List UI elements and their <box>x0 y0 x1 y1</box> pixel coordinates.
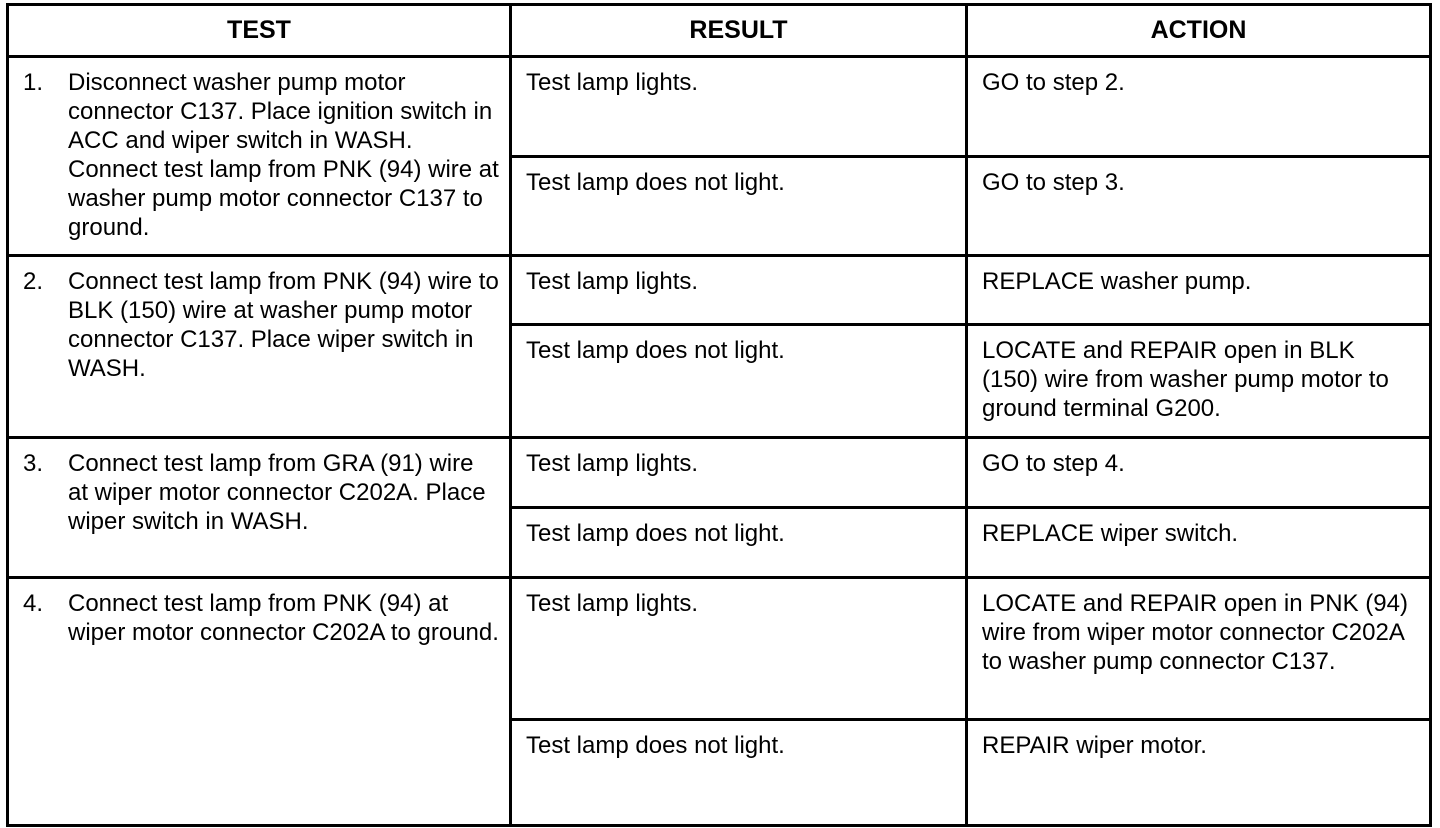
test-text: Connect test lamp from PNK (94) at wiper motor connector C202A to ground. <box>68 590 499 646</box>
step-number: 4. <box>23 590 44 617</box>
header-action: ACTION <box>967 5 1431 57</box>
result-cell: Test lamp does not light. <box>511 157 967 256</box>
test-cell <box>8 578 511 826</box>
result-cell: Test lamp lights. <box>511 57 967 157</box>
table-row <box>8 438 1431 508</box>
step-number: 3. <box>23 450 44 477</box>
action-cell: GO to step 2. <box>967 57 1431 157</box>
table-row <box>8 57 1431 157</box>
action-cell: REPAIR wiper motor. <box>967 720 1431 826</box>
header-row <box>8 5 1431 57</box>
header-test: TEST <box>8 5 511 57</box>
result-cell: Test lamp lights. <box>511 256 967 325</box>
test-text: Disconnect washer pump motor connector C137. Place ignition switch in ACC and wiper switch in WASH. Connect test lamp from PNK (94) wire at washer pump motor connector C137 to ground. <box>68 69 499 241</box>
result-cell: Test lamp does not light. <box>511 508 967 578</box>
step-number: 2. <box>23 268 44 295</box>
action-cell: REPLACE wiper switch. <box>967 508 1431 578</box>
result-cell: Test lamp does not light. <box>511 325 967 438</box>
action-cell: LOCATE and REPAIR open in BLK (150) wire from washer pump motor to ground terminal G200. <box>967 325 1431 438</box>
test-cell <box>8 256 511 438</box>
test-text: Connect test lamp from PNK (94) wire to BLK (150) wire at washer pump motor connector C137. Place wiper switch in WASH. <box>68 268 499 382</box>
action-cell: GO to step 3. <box>967 157 1431 256</box>
table-row <box>8 256 1431 325</box>
diagnostic-table <box>6 3 1432 827</box>
table-row <box>8 578 1431 720</box>
result-cell: Test lamp lights. <box>511 578 967 720</box>
step-number: 1. <box>23 69 44 96</box>
action-cell: LOCATE and REPAIR open in PNK (94) wire from wiper motor connector C202A to washer pump connector C137. <box>967 578 1431 720</box>
action-cell: REPLACE washer pump. <box>967 256 1431 325</box>
test-cell <box>8 438 511 578</box>
header-result: RESULT <box>511 5 967 57</box>
test-text: Connect test lamp from GRA (91) wire at wiper motor connector C202A. Place wiper switch in WASH. <box>68 450 486 535</box>
action-cell: GO to step 4. <box>967 438 1431 508</box>
result-cell: Test lamp lights. <box>511 438 967 508</box>
result-cell: Test lamp does not light. <box>511 720 967 826</box>
test-cell <box>8 57 511 256</box>
